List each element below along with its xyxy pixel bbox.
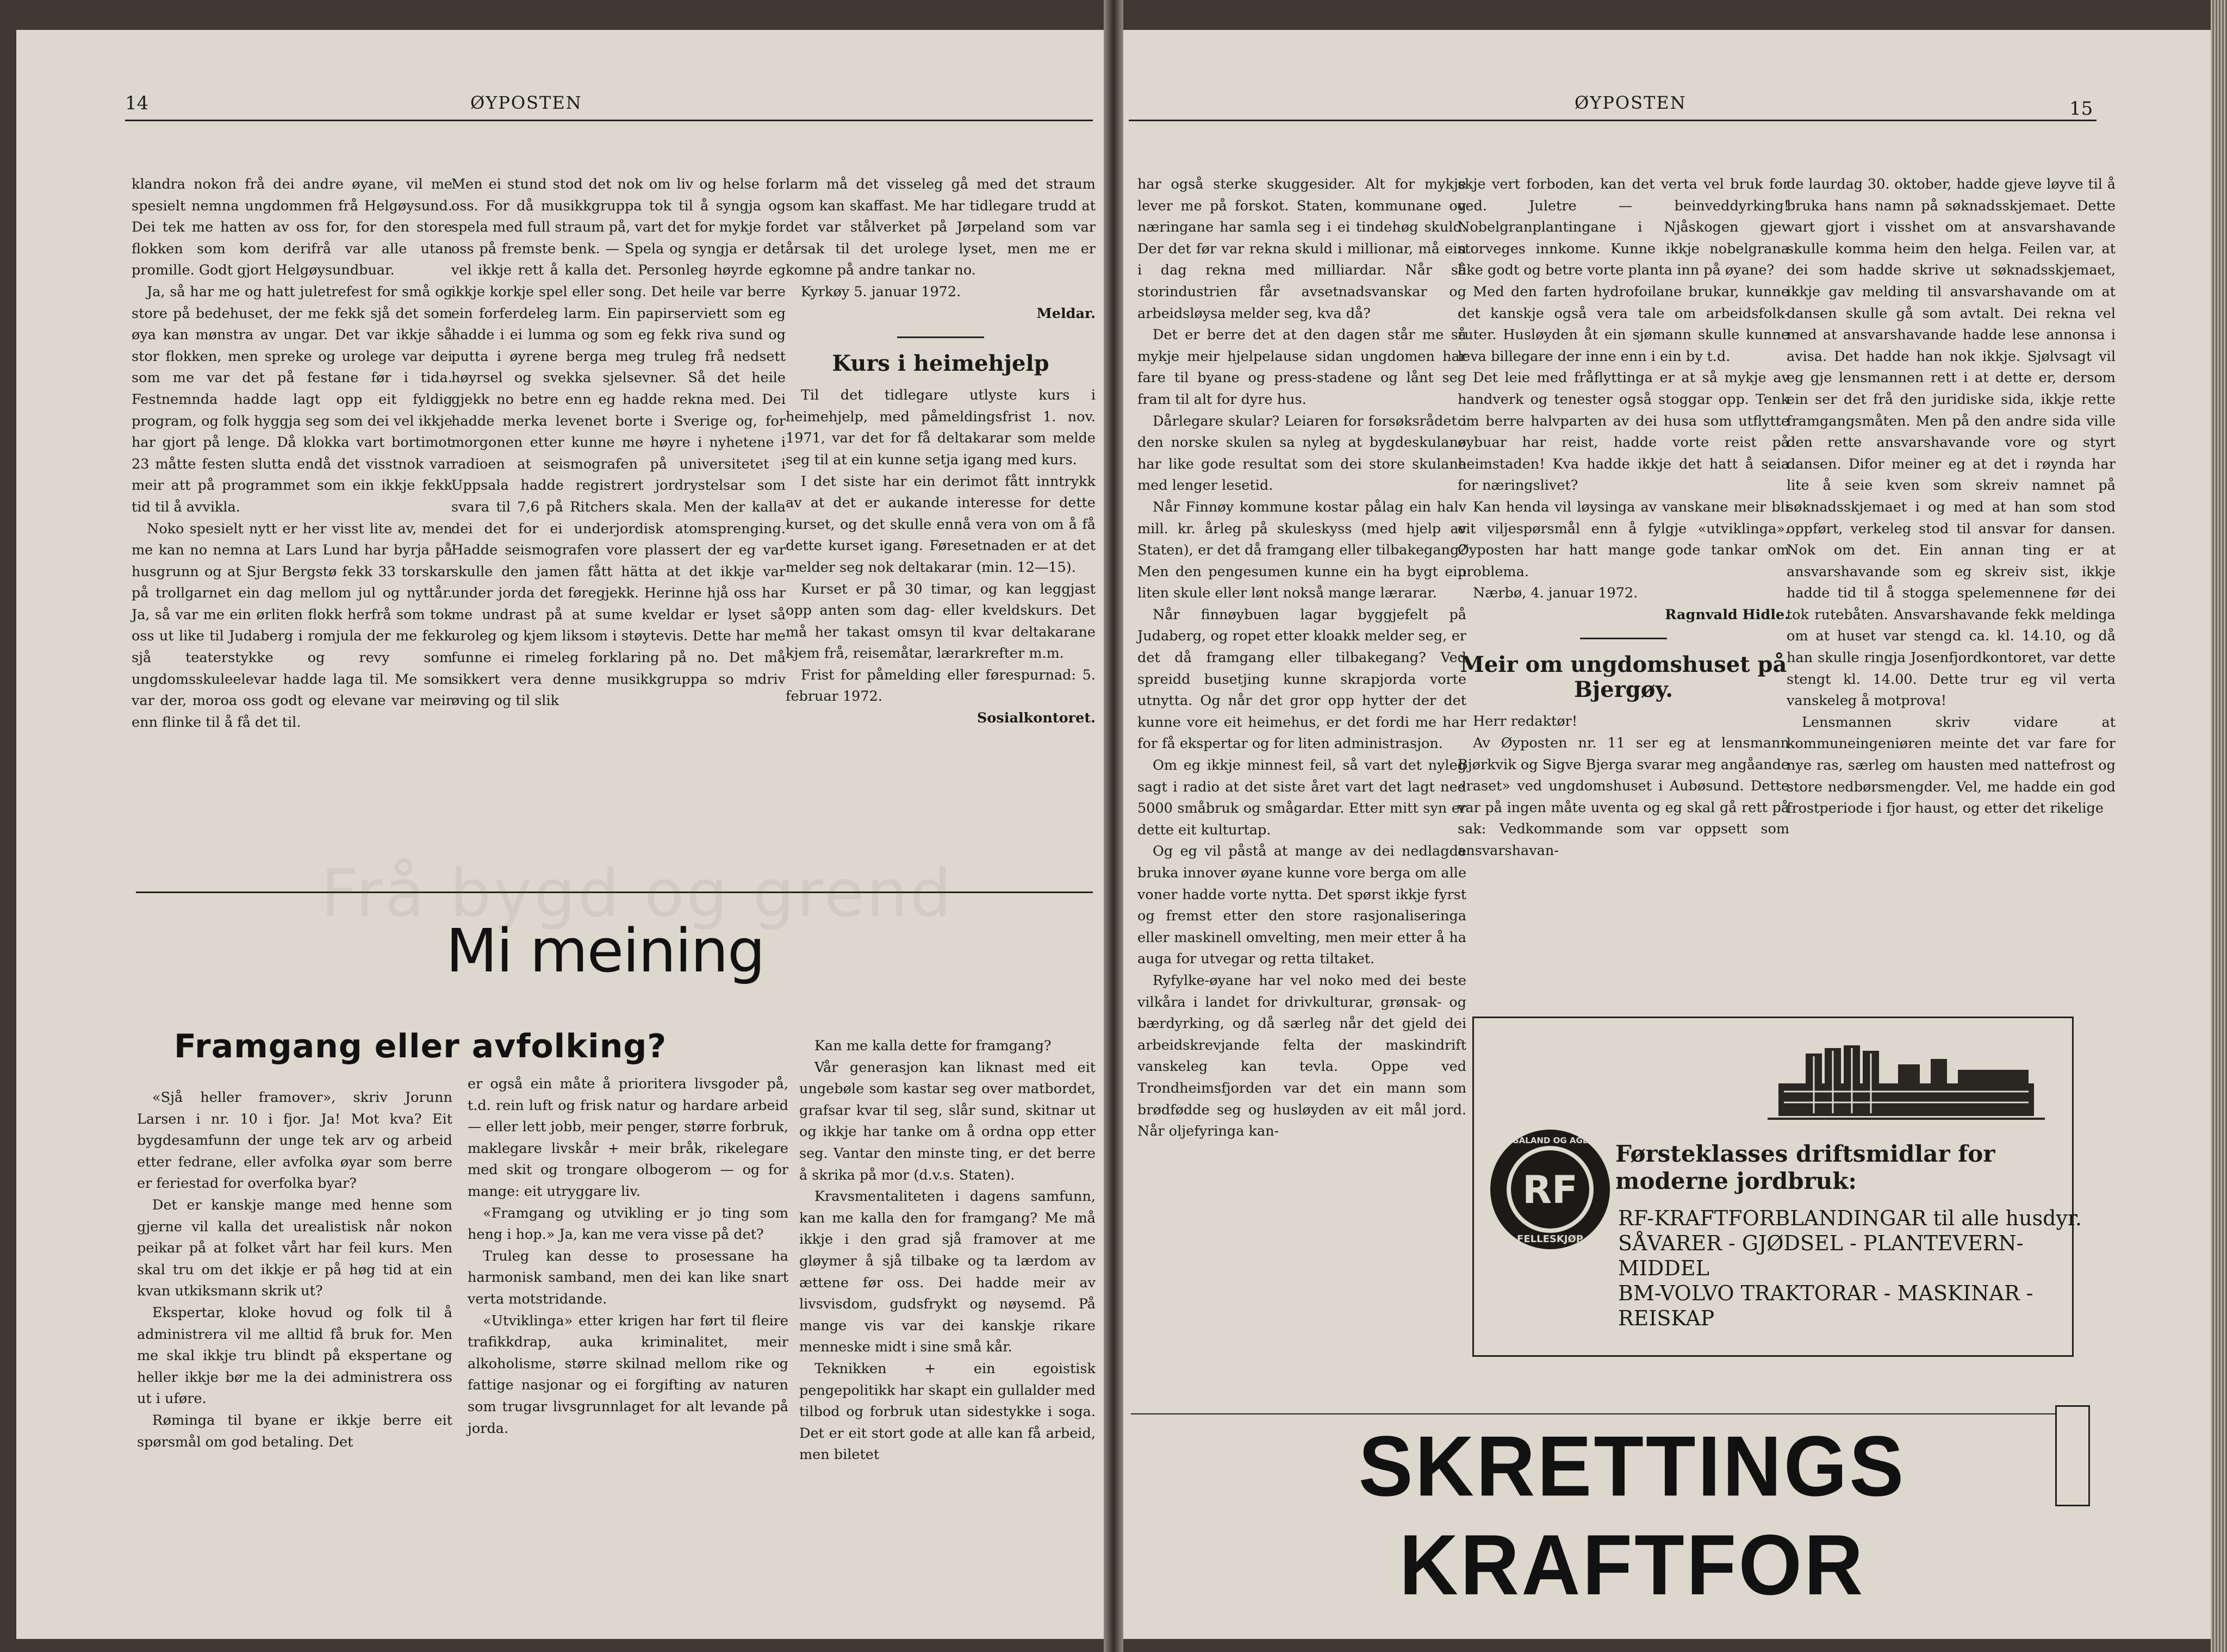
- paragraph: Når Finnøy kommune kostar pålag ein halv mill. kr. årleg på skuleskyss (med hjelp av Staten), er det då framgang eller tilbakegang? Men den pengesumen kunne ein ha bygt ein liten skule eller lønt nokså mange lærarar.: [1137, 498, 1466, 602]
- paragraph: Om eg ikkje minnest feil, så vart det nyleg sagt i radio at det siste året vart det lagt ned 5000 småbruk og smågardar. Etter mitt syn er dette eit kulturtap.: [1137, 757, 1466, 838]
- felleskjop-logo: [1488, 1127, 1613, 1252]
- ad-line: REISKAP: [1618, 1306, 1715, 1330]
- paragraph: Ryfylke-øyane har vel noko med dei beste vilkåra i landet for drivkulturar, grønsak- og bærdyrking, og då særleg når det gjeld dei arbeidskrevjande felta der maskindrift vanskeleg kan tevla. Oppe ved Trondheimsfjorden var det ein mann som brødfødde seg og husløyden av eit mål jord. Når oljefyringa kan-: [1137, 972, 1466, 1140]
- ad-line: SÅVARER - GJØDSEL - PLANTEVERN-: [1618, 1231, 2024, 1255]
- paragraph: Teknikken + ein egoistisk pengepolitikk har skapt ein gullalder med tilbod og forbruk utan sidestykke i soga. Det er eit stort gode at alle kan få arbeid, men biletet: [799, 1360, 1096, 1463]
- paragraph: Det er kanskje mange med henne som gjerne vil kalla det urealistisk når nokon peikar på at folket vårt har feil kurs. Men skal tru om det ikkje er på høg tid at ein kvan utkiksmann skrik ut?: [137, 1196, 452, 1300]
- right-column-2: [1458, 174, 1789, 862]
- article-column-1: [137, 1087, 452, 1453]
- paragraph: larm må det visseleg gå med det straum som kan skaffast. Me har tidlegare trudd at det var stålverket på Jørpeland som var årsak til det urolege lyset, men me er komne på andre tankar no.: [786, 176, 1096, 279]
- paragraph: Ekspertar, kloke hovud og folk til å administrera vil me alltid få bruk for. Men me skal ikkje tru blindt på ekspertane og heller ikkje bør me la dei administrera oss ut i uføre.: [137, 1304, 452, 1407]
- paragraph: Vår generasjon kan liknast med eit ungebøle som kastar seg over matbordet, grafsar kvar til seg, slår sund, skitnar ut og ikkje har tanke om å ordna opp etter seg. Vantar den minste ting, er det berre å skrika på mor (d.v.s. Staten).: [799, 1059, 1096, 1183]
- paragraph: Når finnøybuen lagar byggjefelt på Judaberg, og ropet etter kloakk melder seg, er det då framgang eller tilbakegang? Ved spreidd busetjing kunne skrapjorda vorte utnytta. Og når det gror opp hytter der det kunne vore eit heimehus, er det fordi me har for få ekspertar og for liten administrasjon.: [1137, 606, 1466, 752]
- page-number-right: 15: [2069, 98, 2093, 120]
- right-column-1: [1137, 174, 1466, 1143]
- headline-kurs: Kurs i heimehjelp: [832, 351, 1049, 377]
- article-column-3: [799, 1036, 1096, 1466]
- paragraph: Men ei stund stod det nok om liv og helse for oss. For då musikkgruppa tok til å syngja og spela med full straum på, vart det for mykje for oss på fremste benk. — Spela og syngja er det vel ikkje rett å kalla det. Personleg høyrde eg ikkje korkje spel eller song. Det heile var berre ein forferdeleg larm. Ein papirserviett som eg hadde i ei lumma og som eg fekk riva sund og putta i øyrene berga meg truleg frå nedsett høyrsel og svekka sjelsevner. Så det heile gjekk no betre enn eg hadde rekna med. Dei hadde merka levenet borte i Sverige og, for morgonen etter kunne me høyre i nyhetene i radioen at seismografen på universitetet i Uppsala hadde registrert jordrystelsar som svara til 7,6 på Ritchers skala. Men der kalla dei det for ei underjordisk atomsprenging. Hadde seismografen vore plassert der eg var skulle den jamen fått hätta at det ikkje var under jorda det føregjekk. Herinne hjå oss har me undrast på at sume kveldar er lyset så uroleg og kjem liksom i støytevis. Dette har me funne ei rimeleg forklaring på no. Det må sikkert vera denne musikkgruppa so mdriv øving og til slik: [451, 176, 786, 709]
- section-title: Mi meining: [446, 916, 764, 986]
- paragraph: er også ein måte å prioritera livsgoder på, t.d. rein luft og frisk natur og hardare arbeid — eller lett jobb, meir penger, større forbruk, maklegare livskår + meir bråk, rikelegare med skit og trongare olbogerom — og for mange: eit utryggare liv.: [468, 1076, 788, 1200]
- running-head-right: ØYPOSTEN: [1575, 92, 1687, 113]
- logo-ring-bottom: FELLESKJØP: [1517, 1233, 1583, 1245]
- paragraph: Herr redaktør!: [1473, 713, 1578, 730]
- paragraph: Ja, så har me og hatt juletrefest for små og store på bedehuset, der me fekk sjå det som øya kan mønstra av ungar. Det var ikkje så stor flokken, men spreke og urolege var dei som me var det på festane før i tida. Festnemnda hadde lagt opp eit fyldig program, og folk hyggja seg som dei vel ikkje har gjort på lenge. Då klokka vart bortimot 23 måtte festen slutta endå det visstnok var meir att på programmet som ein ikkje fekk tid til å avvikla.: [132, 283, 452, 515]
- paragraph: klandra nokon frå dei andre øyane, vil me spesielt nemna ungdommen frå Helgøysund. Dei tek me hatten av oss for, for den store flokken som kom derifrå var alle utan promille. Godt gjort Helgøysundbuar.: [132, 176, 452, 279]
- ad-line: BM-VOLVO TRAKTORAR - MASKINAR -: [1618, 1281, 2033, 1305]
- paragraph: skje vert forboden, kan det verta vel bruk for ved. Juletre — beinveddyrking! Nobelgranplantingane i Njåskogen gjev storveges innkome. Kunne ikkje nobelgrana like godt og betre vorte planta inn på øyane?: [1458, 176, 1789, 279]
- paragraph: de laurdag 30. oktober, hadde gjeve løyve til å bruka hans namn på søknadsskjemaet. Dette vart gjort i visshet om at ansvarshavande skulle komma heim den helga. Feilen var, at dei som hadde skrive ut søknadsskjemaet, ikkje gav melding til ansvarshavande om at dansen skulle gå som avtalt. Dei rekna vel med at ansvarshavande hadde lese annonsa i avisa. Det hadde han nok ikkje. Sjølvsagt vil eg gje lensmannen rett i at dette er, dersom ein ser det frå den juridiske sida, ikkje rette framgangsmåten. Men på den andre sida ville den rette ansvarshavande vore og styrt dansen. Difor meiner eg at det i røynda har lite å seie kven som skreiv namnet på søknadsskjemaet i og med at han som stod oppført, verkeleg stod til ansvar for dansen. Nok om det. Ein annan ting er at ansvarshavande som eg skreiv sist, ikkje hadde tid til å stogga spelemennene før dei tok rutebåten. Ansvarshavande fekk meldinga om at huset var stengd ca. kl. 14.10, og då han skulle ringja Josenfjordkontoret, var dette stengt kl. 14.00. Dette trur eg vil verta vanskeleg å motprova!: [1787, 176, 2116, 709]
- ghost-bleedthrough: Frå bygd og grend: [321, 856, 954, 932]
- paragraph: Frist for påmelding eller førespurnad: 5. februar 1972.: [786, 666, 1096, 705]
- article-title: Framgang eller avfolking?: [174, 1027, 667, 1065]
- skrettings-side-box: [2055, 1405, 2090, 1506]
- paragraph: Truleg kan desse to prosessane ha harmonisk samband, men dei kan like snart verta motstridande.: [468, 1248, 788, 1307]
- paragraph: Det er berre det at den dagen står me så mykje meir hjelpelause sidan ungdomen har fare til byane og press-stadene og lånt seg fram til alt for dyre hus.: [1137, 327, 1466, 408]
- paragraph: Lensmannen skriv vidare at kommuneingeniøren meinte det var fare for nye ras, særleg om hausten med nattefrost og store nedbørsmengder. Vel, me hadde ein god frostperiode i fjor haust, og etter det rikelige: [1787, 714, 2116, 817]
- paragraph: I det siste har ein derimot fått inntrykk av at det er aukande interesse for dette kurset, og det skulle ennå vera von om å få dette kurset igang. Føresetnaden er at det melder seg nok deltakarar (min. 12—15).: [786, 473, 1096, 576]
- paragraph: Røminga til byane er ikkje berre eit spørsmål om god betaling. Det: [137, 1412, 452, 1450]
- paragraph: Kravsmentaliteten i dagens samfunn, kan me kalla den for framgang? Me må ikkje i den grad sjå framover at me gløymer å sjå tilbake og ta lærdom av ættene før oss. Dei hadde meir av livsvisdom, gudsfrykt og nøysemd. På mange vis var dei kanskje rikare menneske midt i sine små kår.: [799, 1188, 1096, 1356]
- column-1: [132, 174, 452, 733]
- page-edges: [2211, 0, 2227, 1652]
- factory-illustration: [1768, 1032, 2045, 1130]
- paragraph: «Utviklinga» etter krigen har ført til fleire trafikkdrap, auka kriminalitet, meir alkoholisme, større skilnad mellom rike og fattige nasjonar og ei forgifting av naturen som trugar livsgrunnlaget for alt levande på jorda.: [468, 1312, 788, 1437]
- short-rule: [897, 336, 984, 338]
- paragraph: har også sterke skuggesider. Alt for mykje lever me på forskot. Staten, kommunane og næringane har samla seg i ei tindehøg skuld. Der det før var rekna skuld i millionar, må ein i dag rekna med milliardar. Når så storindustrien får avsetnadsvanskar og arbeidsløysa melder seg, kva då?: [1137, 176, 1466, 322]
- article-column-2: [468, 1074, 788, 1439]
- paragraph: Kyrkøy 5. januar 1972.: [801, 283, 961, 300]
- paragraph: Kan me kalla dette for framgang?: [814, 1038, 1052, 1054]
- signature-meldar: Meldar.: [1036, 305, 1096, 322]
- paragraph: Noko spesielt nytt er her visst lite av, men me kan no nemna at Lars Lund har byrja på husgrunn og at Sjur Bergstø fekk 33 torskar på trollgarnet ein dag mellom jul og nyttår. Ja, så var me ein ørliten flokk herfrå som tok oss ut like til Judaberg i romjula der me fekk sjå teaterstykke og revy som ungdomsskuleelevar hadde laga til. Me som var der, moroa oss godt og elevane var meir enn flinke til å få det til.: [132, 520, 452, 731]
- book-spine: [1104, 0, 1123, 1652]
- signature-hidle: Ragnvald Hidle.: [1665, 606, 1789, 623]
- paragraph: «Sjå heller framover», skriv Jorunn Larsen i nr. 10 i fjor. Ja! Mot kva? Eit bygdesamfunn der unge tek arv og arbeid etter fedrane, eller avfolka øyar som berre er feriestad for overfolka byar?: [137, 1089, 452, 1192]
- logo-center-text: RF: [1522, 1168, 1578, 1212]
- column-3: [786, 174, 1096, 730]
- ad-lines: [1618, 1206, 2082, 1331]
- paragraph: «Framgang og utvikling er jo ting som heng i hop.» Ja, kan me vera visse på det?: [468, 1205, 788, 1243]
- paragraph: Kurset er på 30 timar, og kan leggjast opp anten som dag- eller kveldskurs. Det må her takast omsyn til kvar deltakarane kjem frå, reisemåtar, lærarkrefter m.m.: [786, 581, 1096, 662]
- short-rule-2: [1580, 638, 1667, 639]
- headline-ungdomshuset: Meir om ungdomshuset på Bjergøy.: [1460, 652, 1787, 703]
- header-rule-left: [125, 120, 1093, 121]
- header-rule-right: [1129, 120, 2097, 121]
- felleskjop-ad: [1472, 1017, 2082, 1357]
- right-column-3: [1787, 174, 2116, 820]
- running-head-left: ØYPOSTEN: [470, 92, 582, 113]
- paragraph: Og eg vil påstå at mange av dei nedlagde bruka innover øyane kunne vore berga om alle voner hadde vorte nytta. Det spørst ikkje fyrst og fremst etter den store rasjonaliseringa eller maskinell omvelting, men meir etter å ha auga for utvegar og retta tiltaket.: [1137, 843, 1466, 968]
- ad-headline: [1615, 1140, 2067, 1195]
- ad-line: MIDDEL: [1618, 1256, 1709, 1280]
- paragraph: Av Øyposten nr. 11 ser eg at lensmann Bjørkvik og Sigve Bjerga svarar meg angåande «raset» ved ungdomshuset i Aubøsund. Dette var på ingen måte uventa og eg skal gå rett på sak: Vedkommande som var oppsett som ansvarshavan-: [1458, 735, 1789, 859]
- signature-sosialkontoret: Sosialkontoret.: [977, 710, 1096, 727]
- banner-rule: [1131, 1413, 2055, 1414]
- page-number-left: 14: [125, 92, 149, 114]
- ad-line: RF-KRAFTFORBLANDINGAR til alle husdyr.: [1618, 1206, 2082, 1230]
- ad-headline-lead: Førsteklasses: [1615, 1140, 1788, 1167]
- paragraph: Dårlegare skular? Leiaren for forsøksrådet i den norske skulen sa nyleg at bygdeskulane har like gode resultat som dei store skulane med lenger lesetid.: [1137, 413, 1466, 494]
- column-2: [451, 174, 786, 712]
- logo-ring-top: ROGALAND OG AGDER: [1498, 1136, 1602, 1145]
- left-page: [16, 30, 1104, 1639]
- ad-headline-rest: driftsmidlar for moderne jordbruk:: [1615, 1140, 1995, 1194]
- paragraph: Nærbø, 4. januar 1972.: [1473, 585, 1638, 602]
- right-page: [1123, 30, 2211, 1639]
- paragraph: Til det tidlegare utlyste kurs i heimehjelp, med påmeldingsfrist 1. nov. 1971, var det for få deltakarar som melde seg til at ein kunne setja igang med kurs.: [786, 387, 1096, 468]
- paragraph: Det leie med fråflyttinga er at så mykje av handverk og tenester også stoggar opp. Tenk om berre halvparten av dei husa som utflytte øybuar har reist, hadde vorte reist på heimstaden! Kva hadde ikkje det hatt å seia for næringslivet?: [1458, 370, 1789, 494]
- paragraph: Kan henda vil løysinga av vanskane meir bli eit viljespørsmål enn å fylgje «utviklinga». Øyposten har hatt mange gode tankar om problema.: [1458, 498, 1789, 580]
- paragraph: Med den farten hydrofoilane brukar, kunne det kanskje også vera tale om arbeidsfolk-ruter. Husløyden åt ein sjømann skulle kunne leva billegare der inne enn i ein by t.d.: [1458, 283, 1789, 365]
- skrettings-ad: SKRETTINGS KRAFTFOR: [1358, 1418, 1906, 1613]
